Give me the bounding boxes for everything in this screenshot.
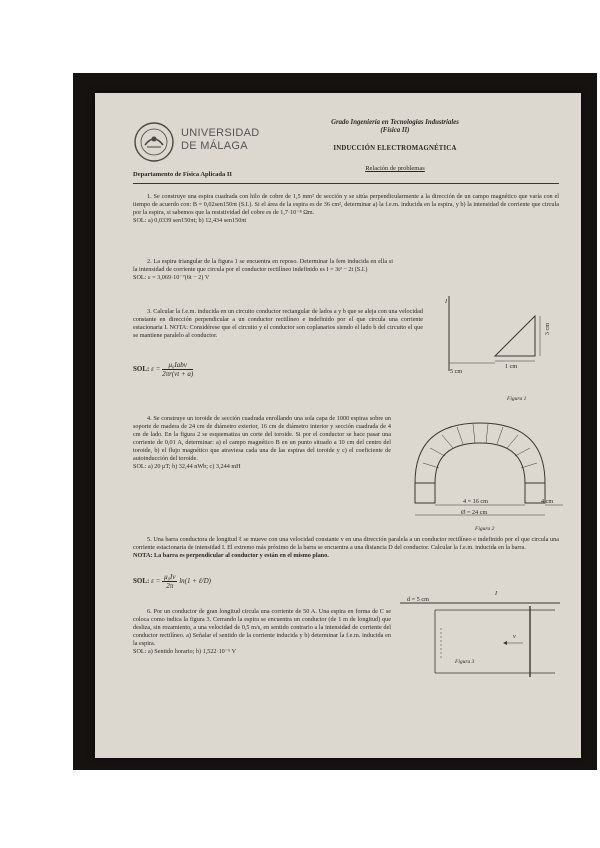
figure-1-diagram [435,291,555,391]
figure-1-label-3cm: 3 cm [544,322,552,336]
university-seal-icon [133,121,175,163]
problem-3-numerator: μ₀Iabv [162,361,193,370]
problem-5-fraction [162,573,177,590]
problem-3-denominator: 2πr(vt + a) [162,370,194,378]
figure-2-label-outer: Ø = 24 cm [461,509,488,516]
degree-line1: Grado Ingeniería en Tecnologías Industriales [331,119,459,126]
subtitle: Relación de problemas [365,165,425,172]
problem-3-text: 3. Calcular la f.e.m. inducida en un circuito conductor rectangular de lados a y b que se aleja con una velocidad constante en dirección perpendicular a un conductor rectilíneo e indefinido por el que circula una corriente estacionaria I. NOTA: Considérese que el circuito y el conductor son coplanarios siendo el lado b del circuito el que se mantiene paralelo al conductor. [133,308,423,339]
problem-3 [133,308,423,340]
figure-2-toroid [395,413,565,523]
header-divider [133,183,559,184]
figure-2-label-4cm: 4 cm [541,498,554,505]
figure-3-label-distance: d = 5 cm [407,596,429,603]
degree-line2: (Física II) [380,127,410,134]
figure-2-label-inner: 4 = 16 cm [463,498,488,505]
problem-2-solution: SOL: ε = 3,069·10⁻⁷(6t − 2) V [133,274,210,281]
problem-3-sol-label: SOL: [133,365,150,374]
figure-3-diagram [395,598,565,693]
problem-3-fraction [162,361,193,378]
university-line1: UNIVERSIDAD [181,127,260,139]
problem-2 [133,258,393,282]
problem-1-solution: SOL: a) 0,0339 sen150πt; b) 12,434 sen150πt [133,217,247,224]
problem-5-denominator: 2π [166,582,174,590]
degree-header [305,119,485,135]
figure-2-caption: Figura 2 [475,526,495,532]
problem-5-numerator: μ₀Iv [164,573,176,581]
university-line2: DE MÁLAGA [181,140,248,152]
figure-3-caption: Figura 3 [455,659,475,665]
figure-3-label-velocity: v [513,633,516,640]
figure-1-caption: Figura 1 [507,396,527,402]
problem-5-solution [133,573,211,590]
problem-6 [133,608,391,656]
problem-5-lhs: ε = [151,577,161,586]
department-name: Departamento de Física Aplicada II [133,171,232,178]
document-sheet [95,93,581,758]
problem-1 [133,193,559,225]
figure-1-label-current: I [445,298,448,305]
problem-3-solution [133,361,193,378]
topic-title: INDUCCIÓN ELECTROMAGNÉTICA [333,145,457,152]
problem-6-solution: SOL: a) Sentido horario; b) 1,522·10⁻⁵ V [133,648,237,655]
figure-3-label-current: I [495,590,498,597]
problem-4 [133,415,391,471]
problem-6-text: 6. Por un conductor de gran longitud circula una corriente de 50 A. Una espira en forma de C se coloca como indica la figura 3. Cerrando la espira se encuentra un conductor (de 1 m de longitud) que desliza, sin rozamiento, a una velocidad de 0,5 m/s, en sentido contrario a la intensidad de corriente del conductor rectilíneo. a) Señalar el sentido de la corriente inducida y b) determinar la f.e.m. inducida en la espira. [133,608,391,647]
university-name [181,127,259,153]
photo-background [73,73,597,770]
problem-5-note: NOTA: La barra es perpendicular al conductor y están en el mismo plano. [133,552,329,559]
figure-1-label-5cm: 5 cm [450,368,463,375]
problem-4-text: 4. Se construye un toroide de sección cuadrada enrollando una sola capa de 1000 espiras sobre un soporte de madera de 24 cm de diámetro exterior, 16 cm de diámetro interior y sección cuadrada de 4 cm de lado. En la figura 2 se esquematiza un corte del toroide. Si por el conductor se hace pasar una corriente de 0,01 A, determinar: a) el campo magnético B en un punto situado a 10 cm del centro del toroide, b) el flujo magnético que atraviesa cada una de las espiras del toroide y c) el coeficiente de autoinducción del toroide. [133,415,391,462]
problem-5-log-term: ln(1 + ℓ/D) [179,577,211,586]
problem-4-solution: SOL: a) 20 μT; b) 32,44 nWb; c) 3,244 mH [133,463,241,470]
problem-3-lhs: ε = [151,365,161,374]
problem-2-text: 2. La espira triangular de la figura 1 se encuentra en reposo. Determinar la fem inducida en ella si la intensidad de corriente que circula por el conductor rectilíneo indefinido es I = 3t³ − 2t (S.I.) [133,258,393,273]
problem-5-sol-label: SOL: [133,577,150,586]
problem-5 [133,536,559,560]
problem-5-text: 5. Una barra conductora de longitud ℓ se mueve con una velocidad constante v en una dirección paralela a un conductor rectilíneo e indefinido por el que circula una corriente estacionaria de intensidad I. El extremo más próximo de la barra se encuentra a una distancia D del conductor. Calcular la f.e.m. inducida en la barra. [133,536,559,551]
problem-1-text: 1. Se construye una espira cuadrada con hilo de cobre de 1,5 mm² de sección y se sitúa perpendicularmente a la dirección de un campo magnético que varía con el tiempo de acuerdo con: B = 0,02sen150πt (S.I.). Si el área de la espira es de 36 cm², determinar a) la f.e.m. inducida en la espira, y b) la intensidad de corriente que circula por la espira, si sabemos que la resistividad del cobre es de 1,7·10⁻⁸ Ωm. [133,193,559,216]
figure-1-label-1cm: 1 cm [505,363,518,370]
